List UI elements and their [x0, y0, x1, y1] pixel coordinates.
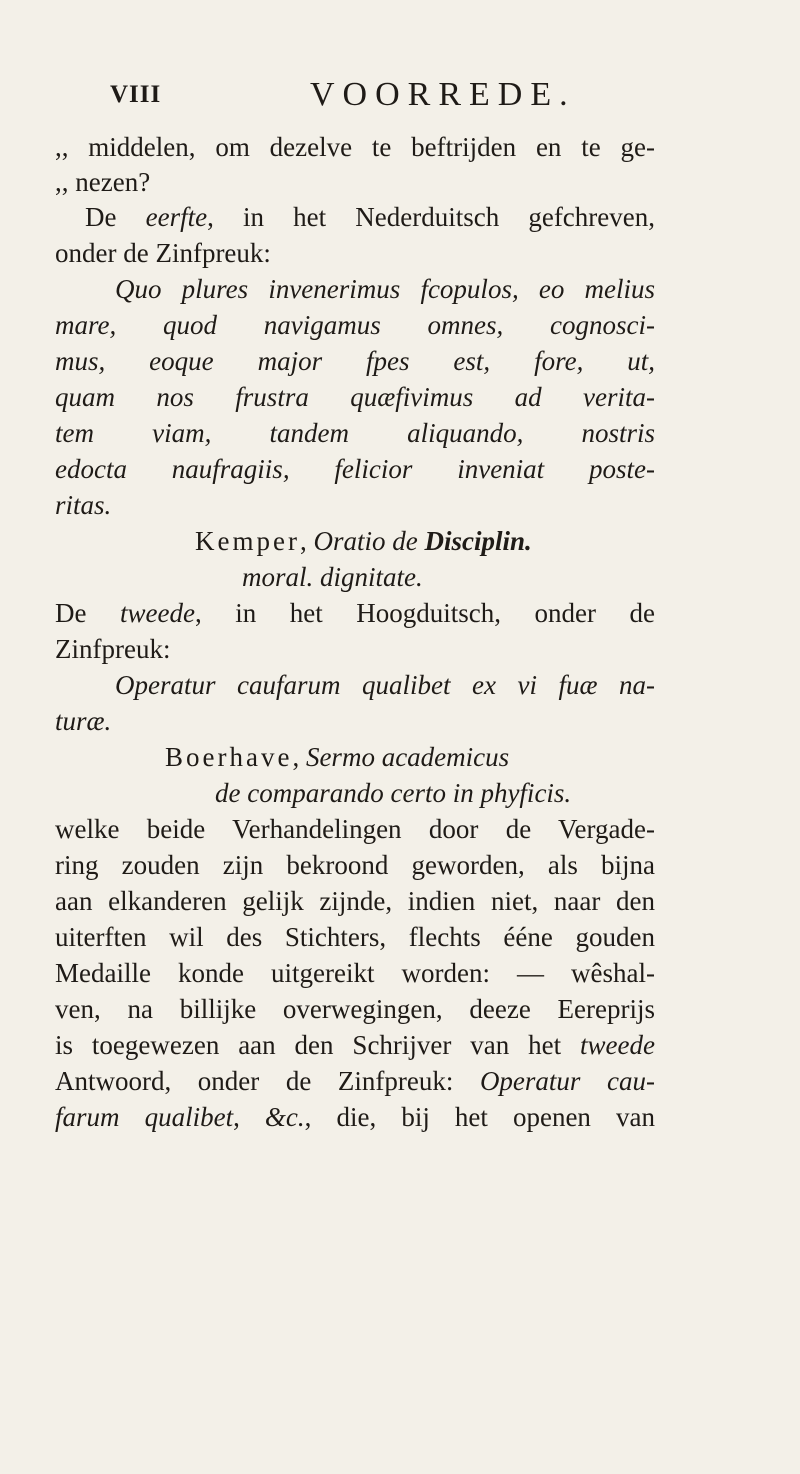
motto-line: Quo plures invenerimus fcopulos, eo melius [115, 274, 655, 304]
work-title: Disciplin. [424, 526, 532, 556]
motto-line: quam nos frustra quæfivimus ad verita- [55, 382, 655, 412]
author-name: Boerhave [165, 742, 293, 772]
attribution-line: de comparando certo in phyficis. [215, 778, 572, 808]
text-line [85, 200, 655, 234]
text-line: uiterften wil des Stichters, flechts ééne gouden [55, 922, 655, 952]
motto-line: mus, eoque major fpes est, fore, ut, [55, 346, 655, 376]
text-line: ven, na billijke overwegingen, deeze Eereprijs [55, 994, 655, 1024]
text-segment: , [292, 742, 306, 772]
text-line [55, 1100, 655, 1134]
text-segment: , die, bij het openen van [304, 1102, 655, 1132]
text-line [55, 596, 655, 630]
text-segment: De [85, 202, 146, 232]
text-line: ,, nezen? [55, 167, 151, 197]
attribution-line [195, 524, 655, 558]
text-line: aan elkanderen gelijk zijnde, indien niet, naar den [55, 886, 655, 916]
text-line [55, 1028, 655, 1062]
motto-line: turæ. [55, 706, 112, 736]
attribution-line [165, 740, 655, 774]
text-line: ring zouden zijn bekroond geworden, als bijna [55, 850, 655, 880]
text-segment-italic: &c. [264, 1102, 305, 1132]
running-title: VOORREDE. [310, 76, 576, 113]
text-line: onder de Zinfpreuk: [55, 238, 271, 268]
motto-line: edocta naufragiis, felicior inveniat poste- [55, 454, 655, 484]
text-line: ,, middelen, om dezelve te beftrijden en te ge- [55, 132, 655, 162]
motto-line: Operatur caufarum qualibet ex vi fuæ na- [115, 670, 655, 700]
text-segment-italic: tweede [120, 598, 195, 628]
motto-line: tem viam, tandem aliquando, nostris [55, 418, 655, 448]
text-segment: , in het Nederduitsch gefchreven, [207, 202, 656, 232]
text-line: welke beide Verhandelingen door de Vergade- [55, 814, 655, 844]
text-line [55, 1064, 655, 1098]
text-segment: is toegewezen aan den Schrijver van het [55, 1030, 581, 1060]
page-number: VIII [110, 81, 162, 108]
author-name: Kemper [195, 526, 300, 556]
text-segment: , in het Hoogduitsch, onder de [194, 598, 655, 628]
text-segment-italic: tweede [580, 1030, 655, 1060]
text-line: Medaille konde uitgereikt worden: — wêshal- [55, 958, 655, 988]
text-segment: Antwoord, onder de Zinfpreuk: [55, 1066, 480, 1096]
attribution-line: moral. dignitate. [242, 562, 423, 592]
text-segment: , [233, 1102, 265, 1132]
text-line: Zinfpreuk: [55, 634, 171, 664]
text-segment: De [55, 598, 120, 628]
text-segment-italic: farum qualibet [55, 1102, 234, 1132]
text-segment-italic: Operatur cau- [479, 1066, 655, 1096]
page-header [0, 78, 800, 122]
text-segment-italic: eerfte [145, 202, 208, 232]
motto-line: ritas. [55, 490, 112, 520]
text-segment: , [299, 526, 314, 556]
work-title: Oratio de [313, 526, 425, 556]
work-title: Sermo academicus [305, 742, 510, 772]
motto-line: mare, quod navigamus omnes, cognosci- [55, 310, 655, 340]
